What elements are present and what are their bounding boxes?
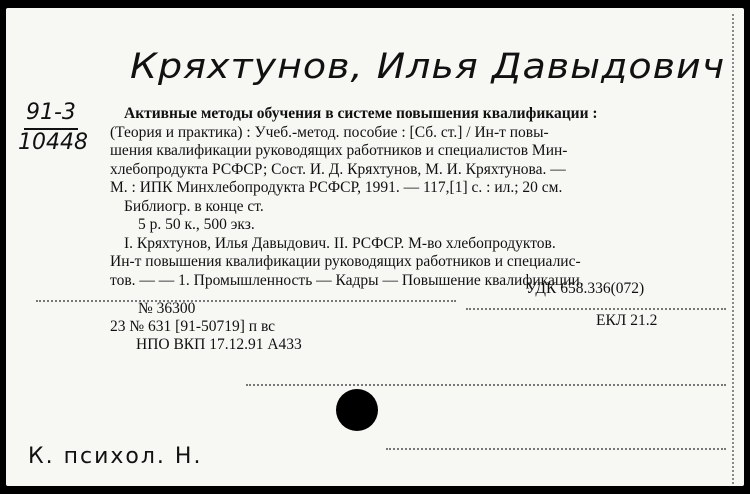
record-bibliography-note: Библиогр. в конце ст.: [124, 198, 264, 215]
dotted-divider: [246, 384, 726, 386]
catalog-card: [6, 8, 744, 486]
handwritten-shelf-code-bottom: 10448: [18, 130, 88, 155]
record-tracing-line: I. Кряхтунов, Илья Давыдович. II. РСФСР. М-во хлебопродуктов.: [124, 235, 556, 252]
card-edge-dots: [712, 14, 734, 484]
record-tracing-line: Ин-т повышения квалификации руководящих работников и специалис-: [110, 253, 581, 270]
handwritten-bottom-note: К. психол. Н.: [28, 444, 203, 469]
record-line: (Теория и практика) : Учеб.-метод. пособие : [Сб. ст.] / Ин-т повы-: [110, 124, 549, 141]
dotted-divider: [386, 448, 726, 450]
record-line: шения квалификации руководящих работников и специалистов Мин-: [110, 142, 568, 159]
record-registration-code: 23 № 631 [91-50719] п вс: [110, 318, 276, 335]
record-subject-line: тов. — — 1. Промышленность — Кадры — Повышение квалификации.: [110, 272, 584, 289]
record-title-line: Активные методы обучения в системе повышения квалификации :: [124, 105, 598, 122]
handwritten-author-name: Кряхтунов, Илья Давыдович: [130, 45, 726, 87]
udc-code: УДК 658.336(072): [526, 280, 645, 297]
card-punch-hole: [336, 389, 378, 431]
record-price-note: 5 р. 50 к., 500 экз.: [138, 216, 255, 233]
dotted-divider: [36, 300, 456, 302]
ekl-code: ЕКЛ 21.2: [596, 312, 658, 329]
dotted-divider: [466, 308, 726, 310]
record-number: № 36300: [138, 300, 196, 317]
record-line: хлебопродукта РСФСР; Сост. И. Д. Кряхтунов, М. И. Кряхтунова. —: [110, 161, 566, 178]
handwritten-shelf-code-top: 91-3: [26, 100, 76, 125]
record-publisher-code: НПО ВКП 17.12.91 А433: [136, 336, 302, 353]
record-imprint-line: М. : ИПК Минхлебопродукта РСФСР, 1991. — 117,[1] с. : ил.; 20 см.: [110, 179, 563, 196]
